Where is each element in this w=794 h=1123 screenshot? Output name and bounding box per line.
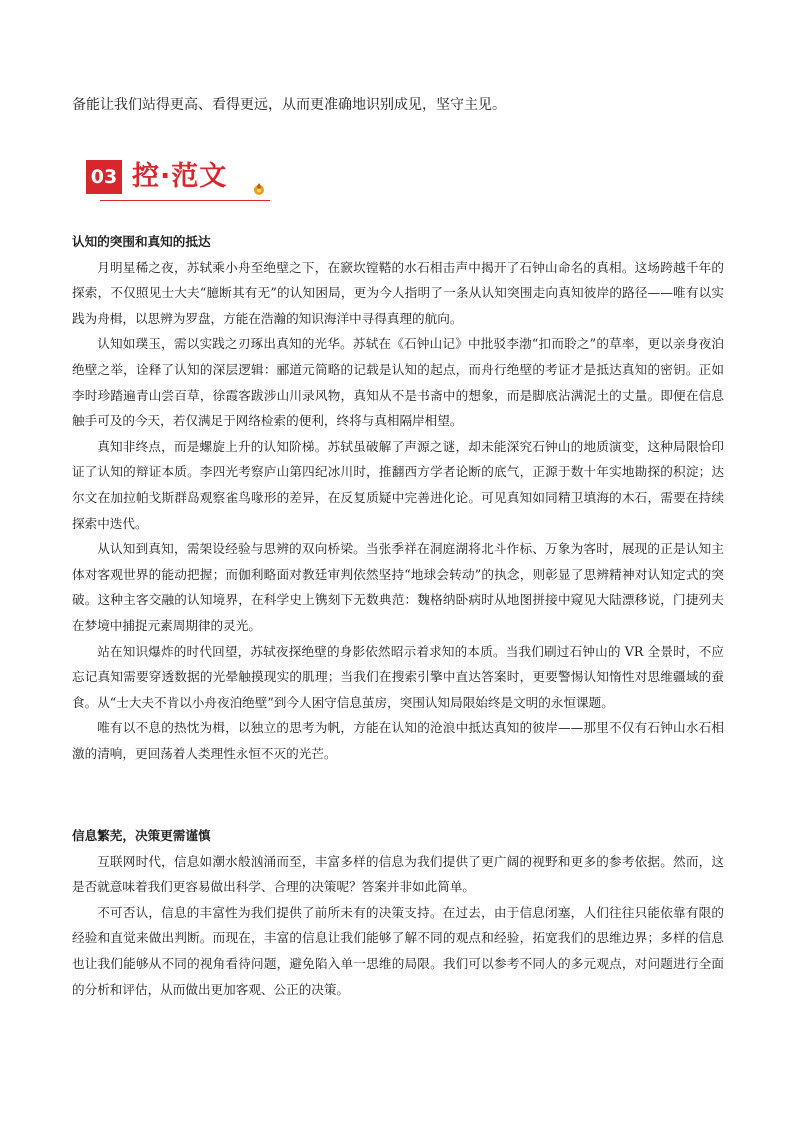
essay-title: 认知的突围和真知的抵达: [72, 234, 211, 249]
section-title: 控·范文: [132, 161, 228, 192]
essay-2: [72, 823, 724, 1002]
essay-paragraph: 站在知识爆炸的时代回望，苏轼夜探绝壁的身影依然昭示着求知的本质。当我们刷过石钟山的 VR 全景时，不应忘记真知需要穿透数据的光晕触摸现实的肌理；当我们在搜索引擎中直达答案时，更要警惕认知惰性对思维疆域的蚕食。从“士大夫不肯以小舟夜泊绝壁”到今人困守信息茧房，突围认知局限始终是文明的永恒课题。: [72, 643, 724, 710]
flame-medal-icon: [252, 182, 266, 195]
essay-paragraph: 认知如璞玉，需以实践之刃琢出真知的光华。苏轼在《石钟山记》中批驳李渤“扣而聆之”的草率，更以亲身夜泊绝壁之举，诠释了认知的深层逻辑：郦道元简略的记载是认知的起点，而舟行绝壁的考证才是抵达真知的密钥。正如李时珍踏遍青山尝百草，徐霞客跋涉山川录风物，真知从不是书斋中的想象，而是脚底沾满泥土的丈量。即便在信息触手可及的今天，若仅满足于网络检索的便利，终将与真相隔岸相望。: [72, 336, 724, 429]
section-underline: [100, 200, 270, 201]
section-header: [86, 158, 276, 202]
essay-paragraph: 不可否认，信息的丰富性为我们提供了前所未有的决策支持。在过去，由于信息闭塞，人们往往只能依靠有限的经验和直觉来做出判断。而现在，丰富的信息让我们能够了解不同的观点和经验，拓宽我们的思维边界；多样的信息也让我们能够从不同的视角看待问题，避免陷入单一思维的局限。我们可以参考不同人的多元观点，对问题进行全面的分析和评估，从而做出更加客观、公正的决策。: [72, 904, 724, 997]
essay-paragraph: 唯有以不息的热忱为楫，以独立的思考为帆，方能在认知的沧浪中抵达真知的彼岸——那里不仅有石钟山水石相激的清响，更回荡着人类理性永恒不灭的光芒。: [72, 720, 724, 761]
essay-paragraph: 从认知到真知，需架设经验与思辨的双向桥梁。当张季祥在洞庭湖将北斗作标、万象为客时，展现的正是认知主体对客观世界的能动把握；而伽利略面对教廷审判依然坚持“地球会转动”的执念，则彰显了思辨精神对认知定式的突破。这种主客交融的认知境界，在科学史上镌刻下无数典范：魏格纳卧病时从地图拼接中窥见大陆漂移说，门捷列夫在梦境中捕捉元素周期律的灵光。: [72, 541, 724, 633]
essay-paragraph: 月明星稀之夜，苏轼乘小舟至绝壁之下，在窾坎镗鞳的水石相击声中揭开了石钟山命名的真相。这场跨越千年的探索，不仅照见士大夫“臆断其有无”的认知困局，更为今人指明了一条从认知突围走向真知彼岸的路径——唯有以实践为舟楫，以思辨为罗盘，方能在浩瀚的知识海洋中寻得真理的航向。: [72, 259, 724, 326]
section-number: 03: [86, 160, 122, 194]
essay-1: [72, 229, 724, 766]
essay-paragraph: 真知非终点，而是螺旋上升的认知阶梯。苏轼虽破解了声源之谜，却未能深究石钟山的地质演变，这种局限恰印证了认知的辩证本质。李四光考察庐山第四纪冰川时，推翻西方学者论断的底气，正源于数十年实地勘探的积淀；达尔文在加拉帕戈斯群岛观察雀鸟喙形的差异，在反复质疑中完善进化论。可见真知如同精卫填海的木石，需要在持续探索中迭代。: [72, 438, 724, 531]
essay-title: 信息繁芜，决策更需谨慎: [72, 828, 211, 843]
intro-line: 备能让我们站得更高、看得更远，从而更准确地识别成见，坚守主见。: [72, 97, 506, 113]
essay-paragraph: 互联网时代，信息如潮水般汹涌而至，丰富多样的信息为我们提供了更广阔的视野和更多的参考依据。然而，这是否就意味着我们更容易做出科学、合理的决策呢？答案并非如此简单。: [72, 853, 724, 895]
